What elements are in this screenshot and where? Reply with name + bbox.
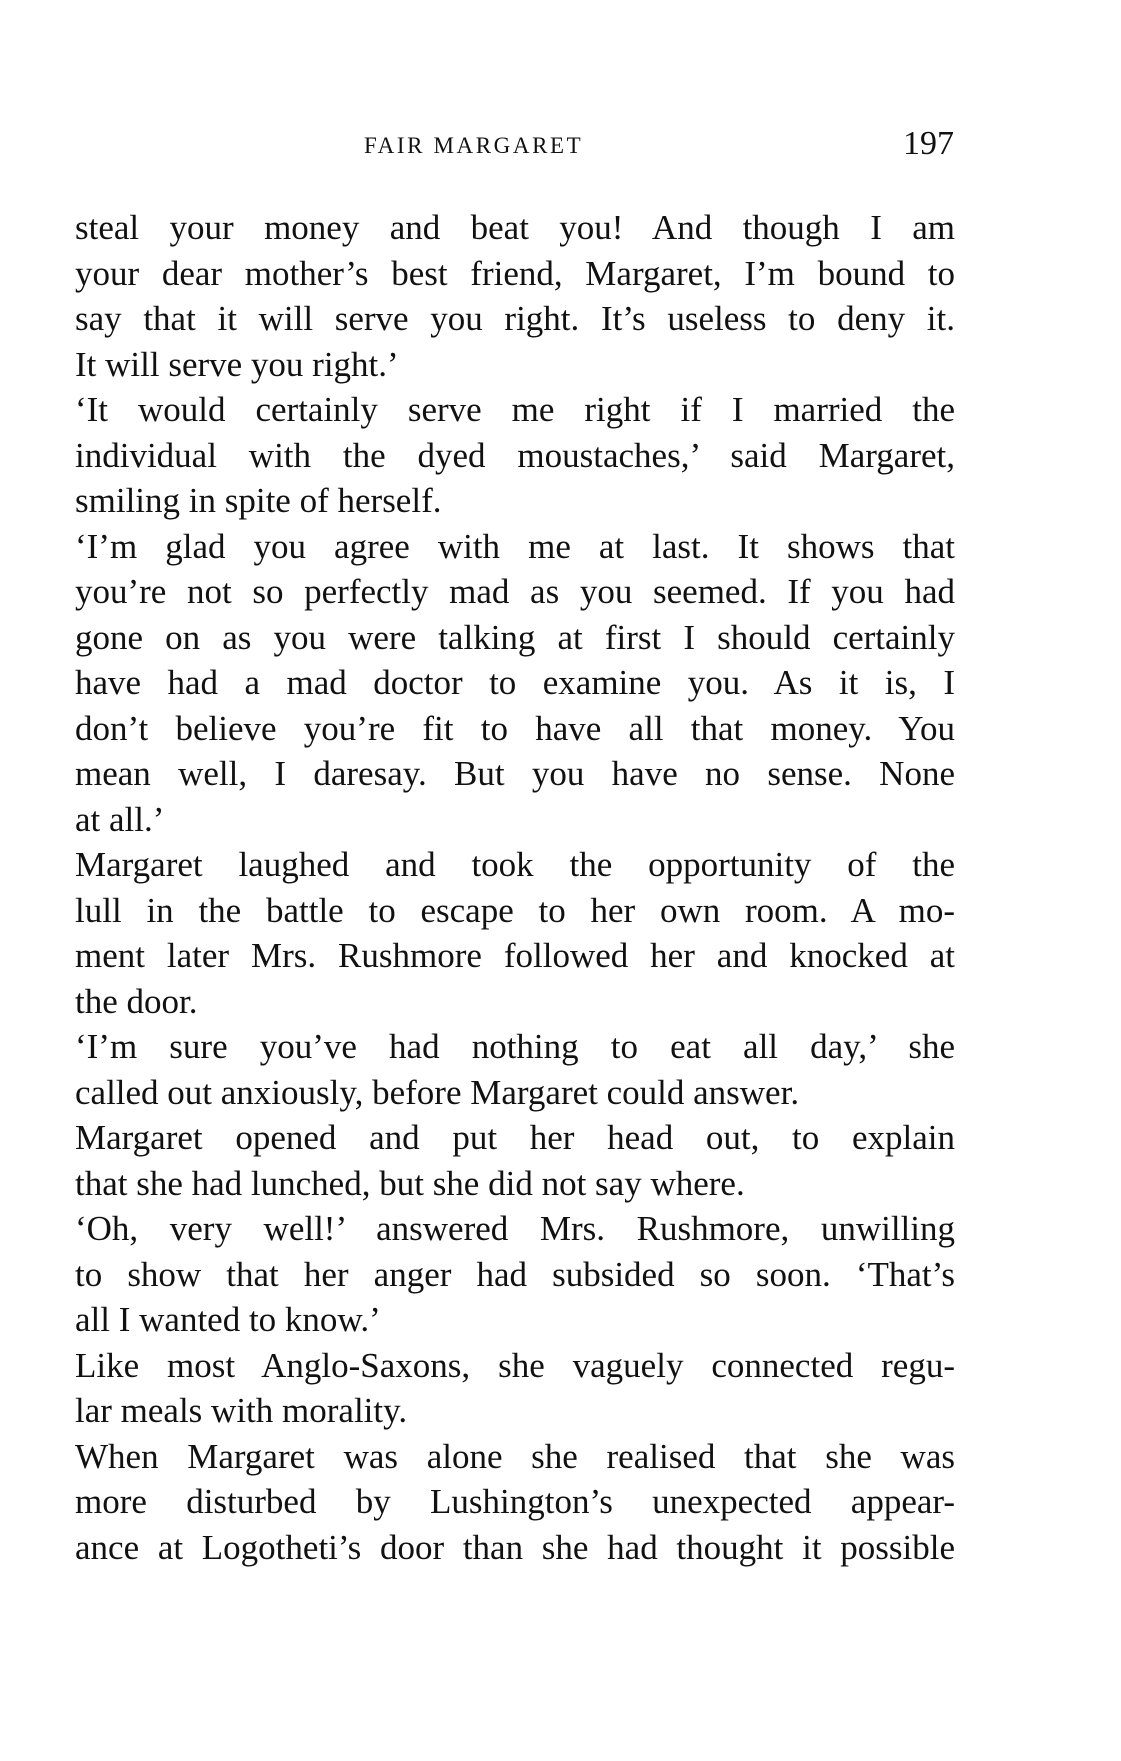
body-text [75, 205, 955, 1570]
text-line: Margaret opened and put her head out, to explain [75, 1118, 955, 1157]
text-line: don’t believe you’re fit to have all that money. You [75, 708, 955, 748]
page-number: 197 [903, 125, 954, 162]
text-line: ance at Logotheti’s door than she had thought it possible [75, 1527, 955, 1567]
text-line: Margaret laughed and took the opportunity of the [75, 845, 955, 884]
text-line: mean well, I daresay. But you have no sense. None [75, 754, 955, 793]
text-line: steal your money and beat you! And though I am [75, 208, 955, 247]
text-line: all I wanted to know.’ [75, 1300, 381, 1339]
text-line: lull in the battle to escape to her own room. A mo- [75, 890, 955, 930]
text-line: ‘It would certainly serve me right if I married the [75, 390, 955, 429]
text-line: to show that her anger had subsided so soon. ‘That’s [75, 1254, 955, 1294]
text-line: gone on as you were talking at first I should certainly [75, 617, 955, 657]
text-line: say that it will serve you right. It’s useless to deny it. [75, 299, 955, 338]
text-line: your dear mother’s best friend, Margaret, I’m bound to [75, 253, 955, 293]
text-line: smiling in spite of herself. [75, 481, 442, 520]
text-line: ‘Oh, very well!’ answered Mrs. Rushmore, unwilling [75, 1209, 955, 1248]
text-line: called out anxiously, before Margaret could answer. [75, 1072, 800, 1112]
text-line: ment later Mrs. Rushmore followed her and knocked at [75, 936, 955, 975]
running-title: FAIR MARGARET [364, 133, 584, 158]
text-line: It will serve you right.’ [75, 344, 399, 384]
text-line: that she had lunched, but she did not say where. [75, 1163, 745, 1203]
text-line: When Margaret was alone she realised that she was [75, 1436, 955, 1476]
text-line: have had a mad doctor to examine you. As it is, I [75, 663, 955, 702]
text-line: ‘I’m glad you agree with me at last. It shows that [75, 526, 955, 566]
text-line: individual with the dyed moustaches,’ said Margaret, [75, 435, 955, 475]
text-line: at all.’ [75, 799, 165, 839]
text-line: more disturbed by Lushington’s unexpected appear- [75, 1482, 955, 1521]
text-line: Like most Anglo-Saxons, she vaguely connected regu- [75, 1345, 955, 1385]
text-line: you’re not so perfectly mad as you seemed. If you had [75, 572, 955, 611]
text-line: ‘I’m sure you’ve had nothing to eat all day,’ she [75, 1027, 955, 1066]
text-line: the door. [75, 981, 198, 1021]
text-line: lar meals with morality. [75, 1391, 408, 1430]
